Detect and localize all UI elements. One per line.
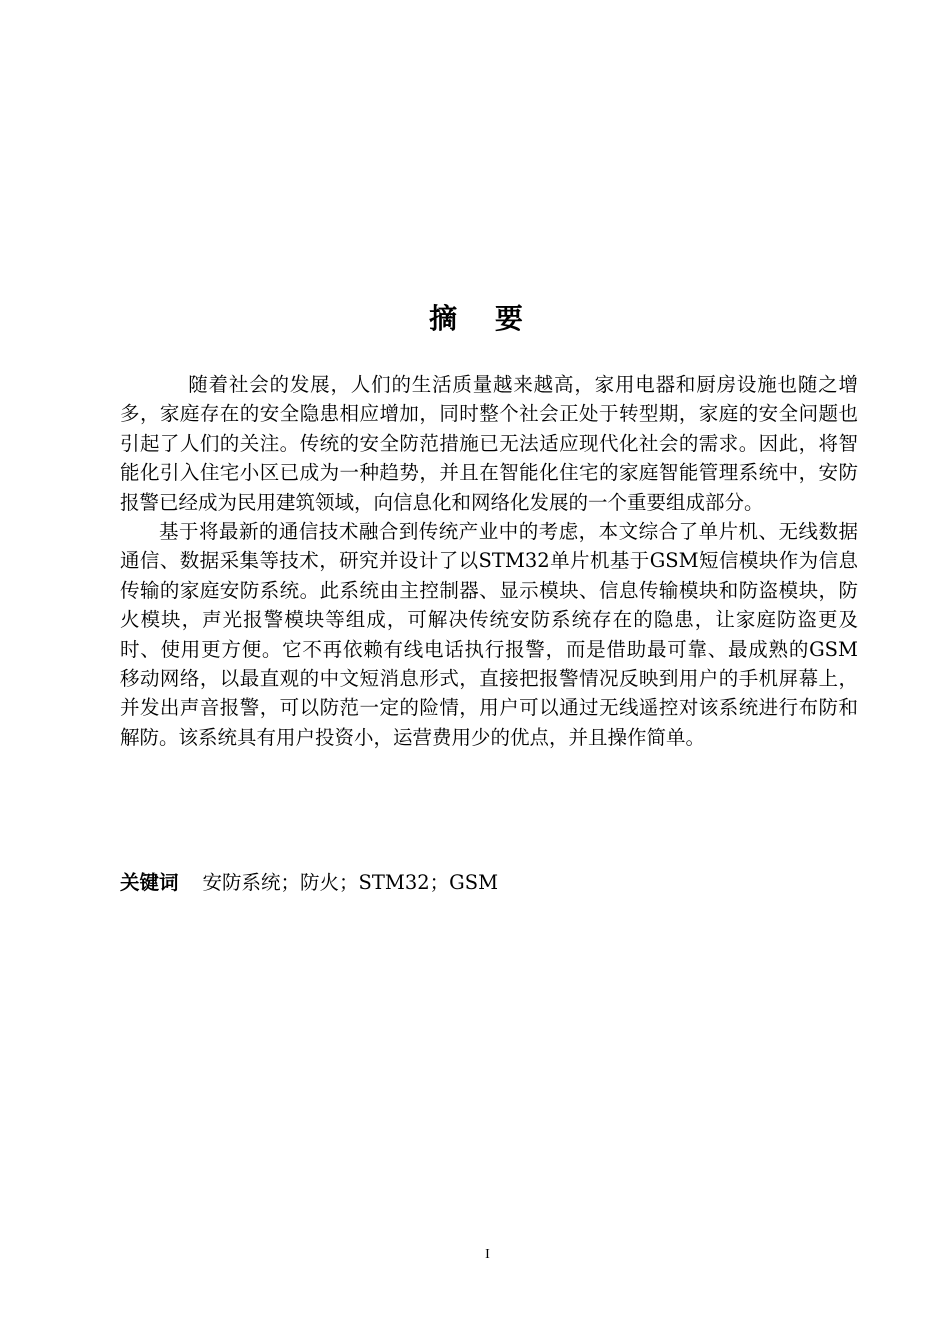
keywords-value: 安防系统；防火；STM32；GSM	[202, 871, 499, 894]
keywords-label: 关键词	[120, 871, 179, 894]
abstract-body	[120, 370, 878, 752]
keywords-line	[120, 869, 498, 897]
abstract-paragraph-2: 基于将最新的通信技术融合到传统产业中的考虑，本文综合了单片机、无线数据通信、数据采集等技术，研究并设计了以STM32单片机基于GSM短信模块作为信息传输的家庭安防系统。此系统由主控制器、显示模块、信息传输模块和防盗模块，防火模块，声光报警模块等组成，可解决传统安防系统存在的隐患，让家庭防盗更及时、使用更方便。它不再依赖有线电话执行报警，而是借助最可靠、最成熟的GSM 移动网络，以最直观的中文短消息形式，直接把报警情况反映到用户的手机屏幕上，并发出声音报警，可以防范一定的险情，用户可以通过无线遥控对该系统进行布防和解防。该系统具有用户投资小，运营费用少的优点，并且操作简单。	[120, 520, 878, 749]
page-number: I	[485, 1247, 490, 1262]
page-title: 摘 要	[429, 301, 537, 335]
abstract-paragraph-1: 随着社会的发展，人们的生活质量越来越高，家用电器和厨房设施也随之增多，家庭存在的安全隐患相应增加，同时整个社会正处于转型期，家庭的安全问题也引起了人们的关注。传统的安全防范措施已无法适应现代化社会的需求。因此，将智能化引入住宅小区已成为一种趋势，并且在智能化住宅的家庭智能管理系统中，安防报警已经成为民用建筑领域，向信息化和网络化发展的一个重要组成部分。	[120, 373, 858, 514]
